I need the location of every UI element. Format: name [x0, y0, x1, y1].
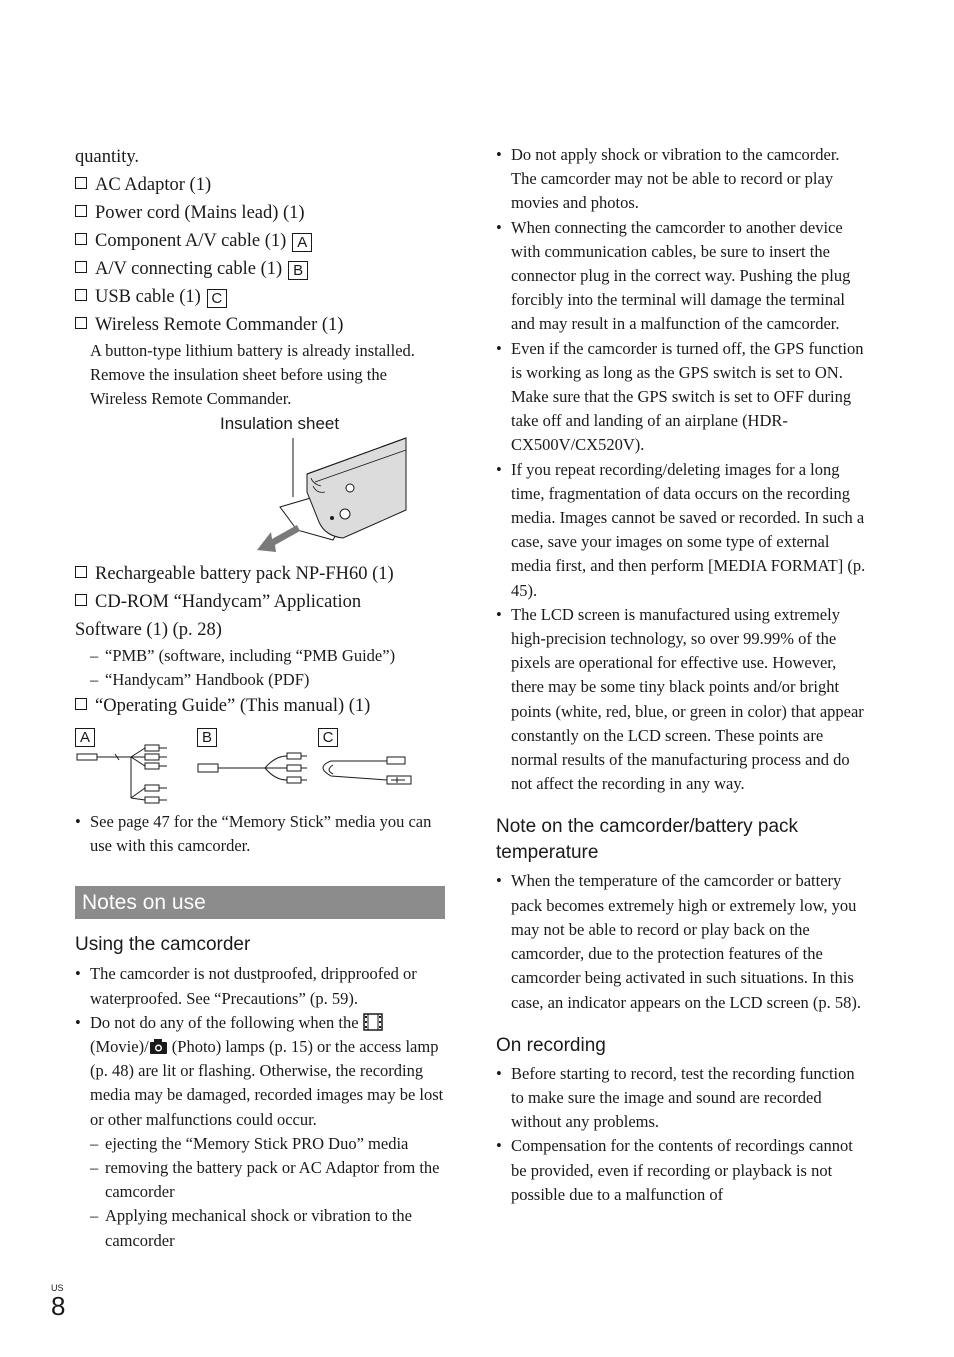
checkbox-icon [75, 566, 87, 578]
list-item: – removing the battery pack or AC Adaptor from the camcorder [90, 1156, 445, 1204]
cd-rom-contents [90, 644, 445, 692]
list-item: • Compensation for the contents of recordings cannot be provided, even if recording or playback is not possible due to a malfunction of [496, 1134, 866, 1207]
item-av-cable: A/V connecting cable (1) B [75, 255, 445, 283]
cable-label-b: B [197, 728, 217, 747]
checkbox-icon [75, 205, 87, 217]
cd-rom-continued: Software (1) (p. 28) [75, 619, 222, 640]
list-item: – ejecting the “Memory Stick PRO Duo” media [90, 1132, 445, 1156]
cable-drawings [75, 728, 445, 810]
list-item: • Do not do any of the following when the (Movie)/ (Photo) lamps (p. 15) or the access lamp (p. 48) are lit or flashing. Otherwise, the recording media may be damaged, recorded images may be lost or other malfunctions could occur. – ejecting the “Memory Stick PRO Duo” media – removing the battery pack or AC Adaptor from the camcorder – Applying mechanical shock or vibration to the camcorder [75, 1011, 445, 1253]
section-title-bar: Notes on use [75, 886, 445, 919]
subheading-on-recording: On recording [496, 1034, 606, 1056]
cable-label-a: A [75, 728, 95, 747]
checkbox-icon [75, 317, 87, 329]
checkbox-icon [75, 698, 87, 710]
remote-note: A button-type lithium battery is already installed. Remove the insulation sheet before using the Wireless Remote Commander. [90, 341, 415, 409]
precaution-list [496, 143, 866, 796]
list-item: • See page 47 for the “Memory Stick” media you can use with this camcorder. [75, 810, 445, 858]
figure-mark-b: B [288, 261, 308, 280]
memory-stick-note [75, 810, 445, 858]
checkbox-icon [75, 233, 87, 245]
item-remote-commander: Wireless Remote Commander (1) [75, 311, 445, 339]
checkbox-icon [75, 594, 87, 606]
temperature-list [496, 869, 866, 1014]
list-item: • The LCD screen is manufactured using extremely high-precision technology, so over 99.99% of the pixels are operational for effective use. However, there may be some tiny black points and/or bright points (white, red, blue, or green in color) that appear constantly on the LCD screen. These points are normal results of the manufacturing process and do not affect the recording in any way. [496, 603, 866, 797]
camera-icon [149, 1038, 168, 1055]
using-sub-list [90, 1132, 445, 1253]
subheading-temperature: Note on the camcorder/battery pack temperature [496, 816, 799, 864]
movie-icon [363, 1013, 383, 1031]
figure-mark-c: C [207, 289, 227, 308]
using-camcorder-list [75, 962, 445, 1252]
list-item: – “PMB” (software, including “PMB Guide”) [90, 644, 445, 668]
checkbox-icon [75, 289, 87, 301]
item-component-cable: Component A/V cable (1) A [75, 227, 445, 255]
item-battery-pack: Rechargeable battery pack NP-FH60 (1) [75, 560, 445, 588]
item-power-cord: Power cord (Mains lead) (1) [75, 199, 445, 227]
left-column [75, 143, 445, 1253]
recording-list [496, 1062, 866, 1207]
insulation-sheet-label: Insulation sheet [220, 413, 340, 433]
list-item: – Applying mechanical shock or vibration to the camcorder [90, 1204, 445, 1252]
figure-mark-a: A [292, 233, 312, 252]
list-item: • Before starting to record, test the recording function to make sure the image and sound are recorded without any problems. [496, 1062, 866, 1135]
item-operating-guide: “Operating Guide” (This manual) (1) [75, 692, 445, 720]
list-item: • When the temperature of the camcorder or battery pack becomes extremely high or extremely low, you may not be able to record or play back on the camcorder, due to the protection features of the camcorder being activated in such situations. In this case, an indicator appears on the LCD screen (p. 58). [496, 869, 866, 1014]
remote-illustration [75, 412, 445, 554]
item-cd-rom: CD-ROM “Handycam” Application [75, 588, 445, 616]
list-item: • Even if the camcorder is turned off, the GPS function is working as long as the GPS switch is set to ON. Make sure that the GPS switch is set to OFF during take off and landing of an airplane (HDR-CX500V/CX520V). [496, 337, 866, 458]
item-usb-cable: USB cable (1) C [75, 283, 445, 311]
checkbox-icon [75, 177, 87, 189]
supplied-items-list [75, 171, 445, 339]
list-item: • When connecting the camcorder to another device with communication cables, be sure to insert the connector plug in the correct way. Pushing the plug forcibly into the terminal will damage the terminal and may result in a malfunction of the camcorder. [496, 216, 866, 337]
remote-commander-drawing [75, 412, 445, 554]
list-item: • Do not apply shock or vibration to the camcorder. The camcorder may not be able to record or play movies and photos. [496, 143, 866, 216]
list-item: • The camcorder is not dustproofed, dripproofed or waterproofed. See “Precautions” (p. 59). [75, 962, 445, 1010]
language-mark: US [51, 1283, 64, 1293]
item-ac-adaptor: AC Adaptor (1) [75, 171, 445, 199]
list-item: • If you repeat recording/deleting images for a long time, fragmentation of data occurs on the recording media. Images cannot be saved or recorded. In such a case, save your images on some type of external media first, and then perform [MEDIA FORMAT] (p. 45). [496, 458, 866, 603]
subheading-using-camcorder: Using the camcorder [75, 934, 251, 956]
intro-text: quantity. [75, 147, 140, 167]
right-column [496, 143, 866, 1207]
list-item: – “Handycam” Handbook (PDF) [90, 668, 445, 692]
checkbox-icon [75, 261, 87, 273]
page-number: 8 [51, 1291, 66, 1321]
cable-illustrations [75, 728, 445, 810]
page-number-block [51, 1283, 65, 1319]
cable-label-c: C [318, 728, 338, 747]
